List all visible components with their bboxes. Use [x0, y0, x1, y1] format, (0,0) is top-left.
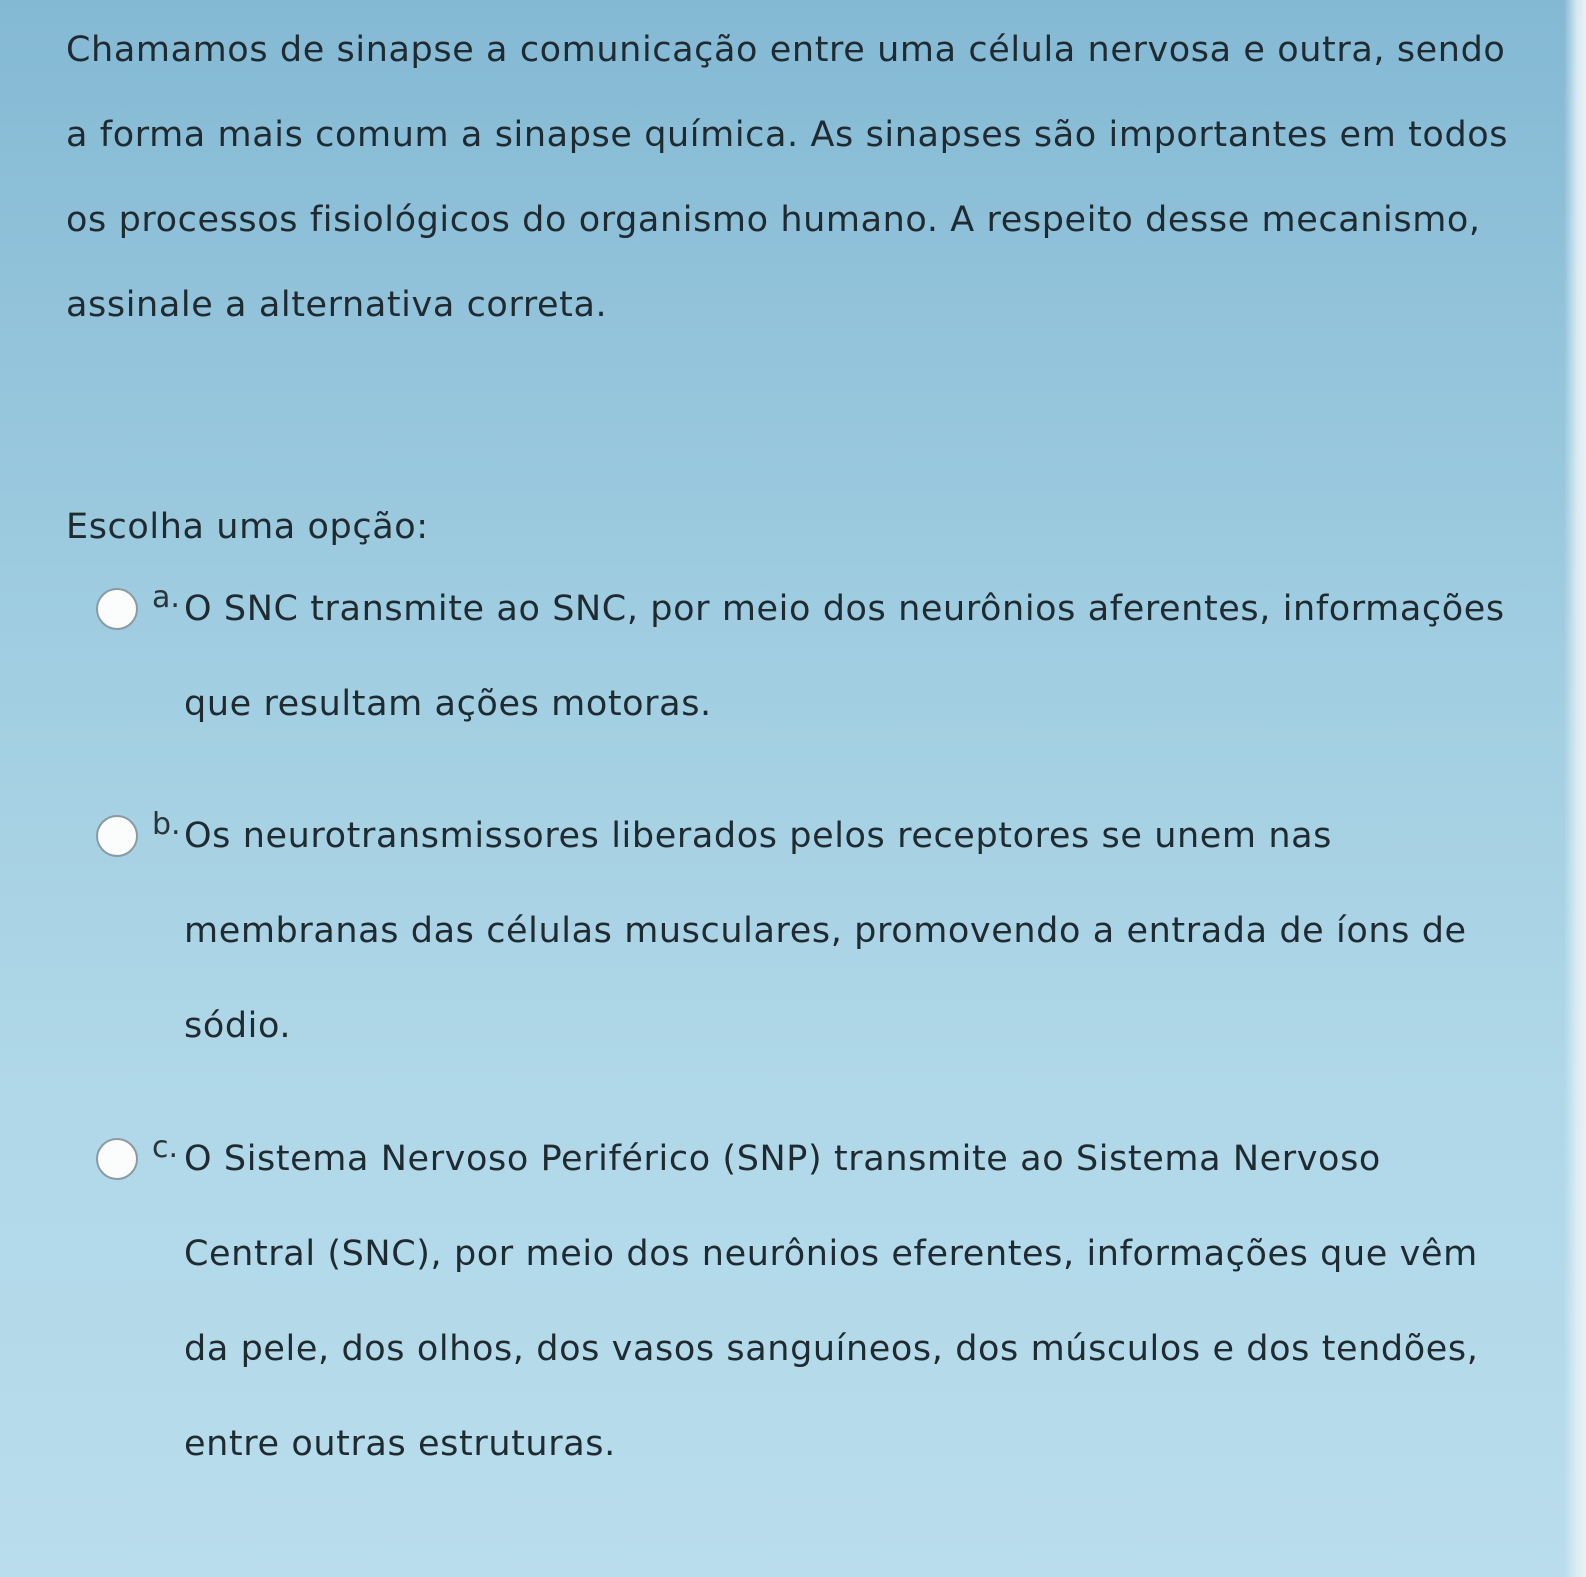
option-a-letter: a. — [152, 580, 180, 615]
choose-option-prompt: Escolha uma opção: — [66, 507, 429, 547]
option-b-text: Os neurotransmissores liberados pelos receptores se unem nas membranas das células musculares, promovendo a entrada de íons de sódio. — [184, 816, 1467, 1046]
screen-edge — [1564, 0, 1586, 1577]
option-b-radio[interactable] — [96, 815, 138, 857]
option-a-radio[interactable] — [96, 588, 138, 630]
option-a-text: O SNC transmite ao SNC, por meio dos neurônios aferentes, informações que resultam ações motoras. — [184, 589, 1505, 724]
option-c-letter: c. — [152, 1130, 179, 1165]
option-c-text: O Sistema Nervoso Periférico (SNP) transmite ao Sistema Nervoso Central (SNC), por meio dos neurônios eferentes, informações que vêm da pele, dos olhos, dos vasos sanguíneos, dos músculos e dos tendões, entre outras estruturas. — [184, 1139, 1479, 1464]
option-b-letter: b. — [152, 807, 181, 842]
question-text: Chamamos de sinapse a comunicação entre uma célula nervosa e outra, sendo a forma mais comum a sinapse química. As sinapses são importantes em todos os processos fisiológicos do organismo humano. A respeito desse mecanismo, assinale a alternativa correta. — [66, 30, 1509, 325]
option-c-radio[interactable] — [96, 1138, 138, 1180]
